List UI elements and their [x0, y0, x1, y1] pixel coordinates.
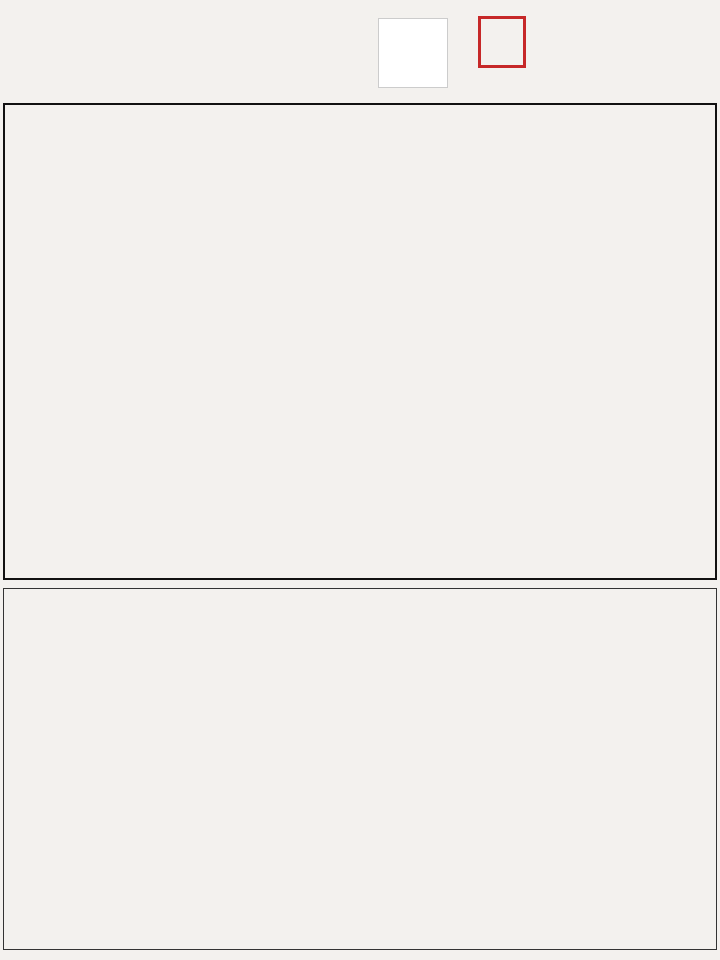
chart-grid	[3, 103, 717, 580]
chart-owner-info	[12, 10, 18, 41]
qr-code[interactable]	[378, 18, 448, 88]
annual-luck-table	[3, 588, 717, 950]
red-seal-logo	[478, 16, 526, 68]
